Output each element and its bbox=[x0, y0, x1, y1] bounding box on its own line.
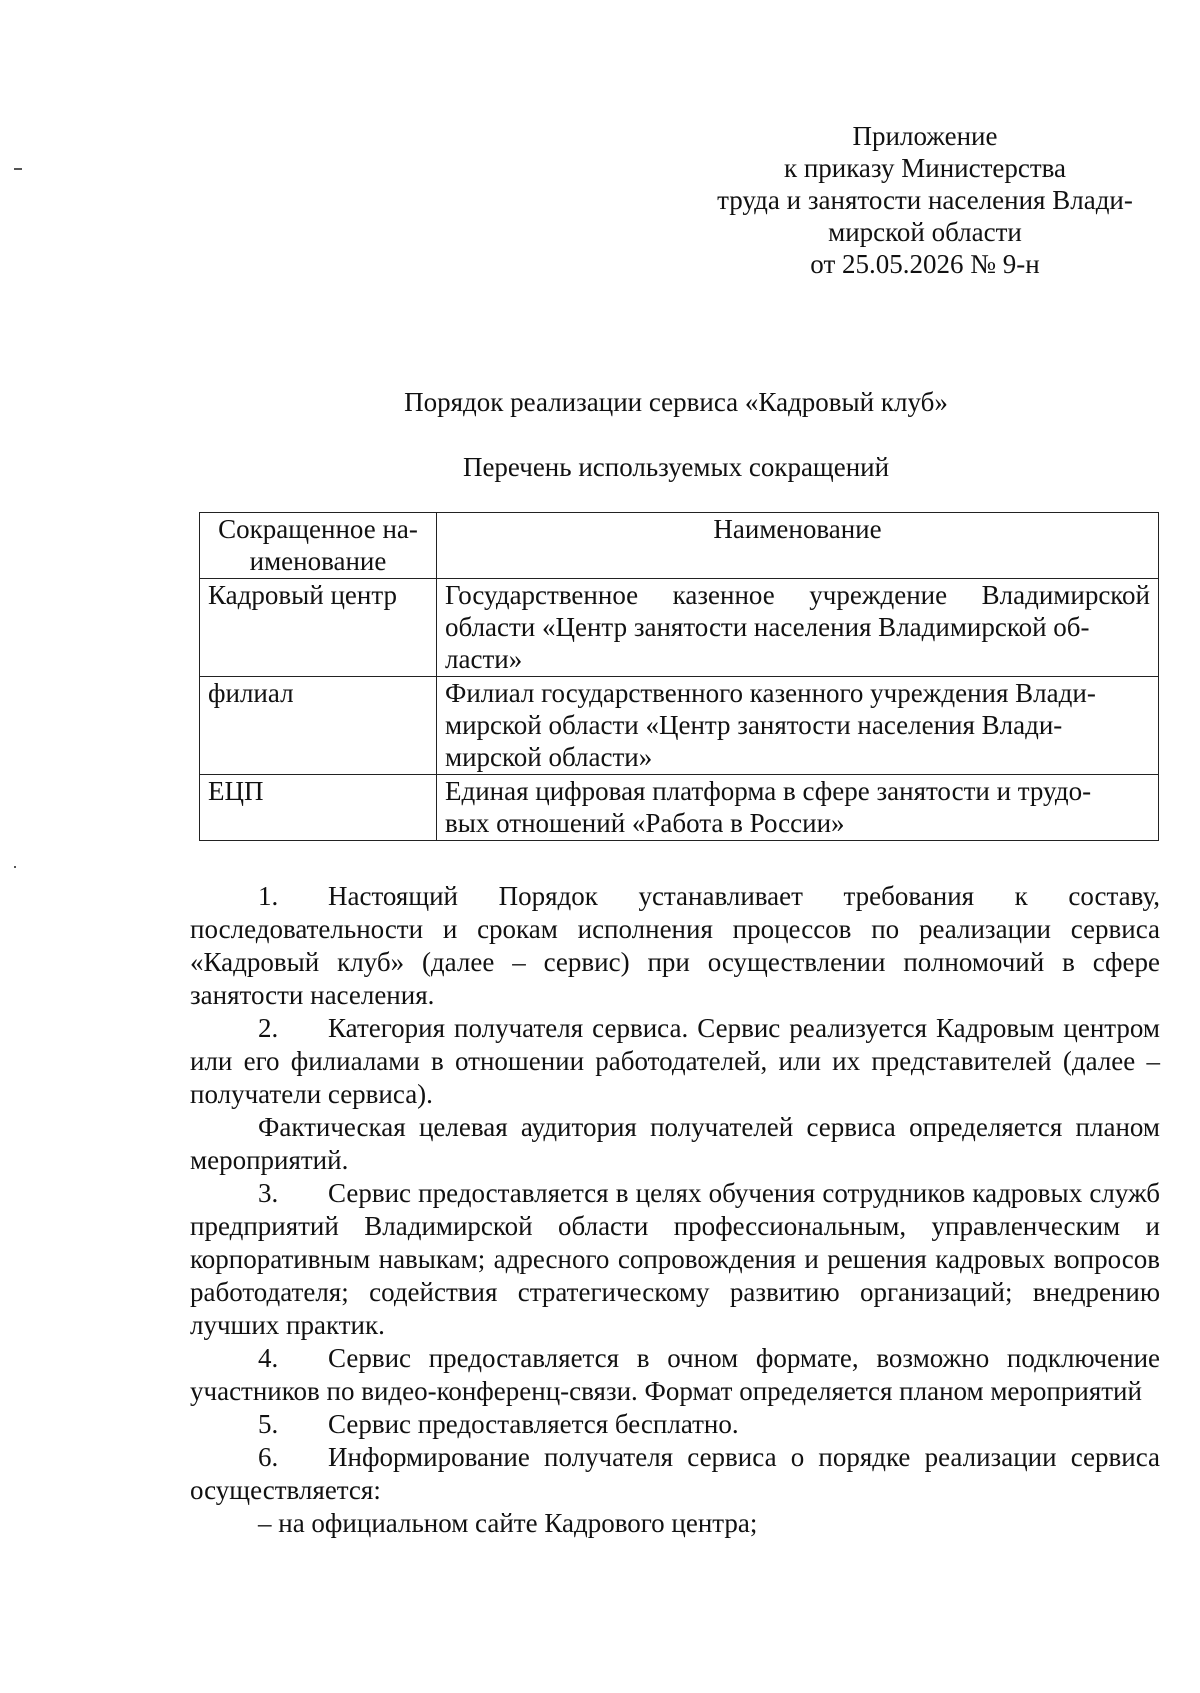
paragraph-2-continued bbox=[190, 1111, 1160, 1177]
paragraph-number: 1. bbox=[258, 881, 279, 911]
appendix-line: мирской области bbox=[828, 217, 1022, 247]
full-name-cell: Государственное казенное учреждение Владимирской области «Центр занятости населения Владимирской об- ласти» bbox=[437, 579, 1159, 677]
paragraph-text: – на официальном сайте Кадрового центра; bbox=[258, 1508, 758, 1538]
paragraph-4 bbox=[190, 1342, 1160, 1408]
table-title: Перечень используемых сокращений bbox=[462, 452, 890, 482]
table-row bbox=[200, 579, 1159, 677]
appendix-block bbox=[690, 120, 1160, 280]
header-abbreviation: Сокращенное на- именование bbox=[200, 513, 437, 579]
appendix-line: Приложение bbox=[852, 121, 998, 151]
paragraph-number: 3. bbox=[258, 1178, 279, 1208]
full-name-cell: Единая цифровая платформа в сфере занятости и трудо- вых отношений «Работа в России» bbox=[437, 775, 1159, 841]
paragraph-5 bbox=[190, 1408, 1160, 1441]
paragraph-number: 4. bbox=[258, 1343, 279, 1373]
scan-artifact-mark bbox=[14, 866, 16, 868]
header-full-name: Наименование bbox=[437, 513, 1159, 579]
list-item bbox=[190, 1507, 1160, 1540]
paragraph-text: Сервис предоставляется бесплатно. bbox=[328, 1409, 739, 1439]
scan-artifact-mark bbox=[14, 168, 22, 170]
paragraph-text: Фактическая целевая аудитория получателей сервиса определяется планом мероприятий. bbox=[190, 1112, 1160, 1175]
appendix-line: труда и занятости населения Влади- bbox=[717, 185, 1133, 215]
paragraph-text: Сервис предоставляется в целях обучения сотрудников кадровых служб предприятий Владимирской области профессиональным, управленческим и корпоративным навыкам; адресного сопровождения и решения кадровых вопросов работодателя; содействия стратегическому развитию организаций; внедрению лучших практик. bbox=[190, 1178, 1160, 1340]
paragraph-3 bbox=[190, 1177, 1160, 1342]
full-name-cell: Филиал государственного казенного учреждения Влади- мирской области «Центр занятости населения Влади- мирской области» bbox=[437, 677, 1159, 775]
paragraph-2 bbox=[190, 1012, 1160, 1111]
paragraph-text: Информирование получателя сервиса о порядке реализации сервиса осуществляется: bbox=[190, 1442, 1160, 1505]
paragraph-1 bbox=[190, 880, 1160, 1012]
paragraph-text: Категория получателя сервиса. Сервис реализуется Кадровым центром или его филиалами в отношении работодателей, или их представителей (далее – получатели сервиса). bbox=[190, 1013, 1160, 1109]
abbreviation-cell: филиал bbox=[200, 677, 437, 775]
appendix-line: к приказу Министерства bbox=[783, 153, 1067, 183]
paragraph-number: 2. bbox=[258, 1013, 279, 1043]
paragraph-6 bbox=[190, 1441, 1160, 1507]
paragraph-number: 6. bbox=[258, 1442, 279, 1472]
abbreviation-cell: ЕЦП bbox=[200, 775, 437, 841]
table-row bbox=[200, 677, 1159, 775]
abbreviations-table bbox=[199, 512, 1159, 841]
appendix-line: от 25.05.2026 № 9-н bbox=[810, 249, 1040, 279]
paragraph-number: 5. bbox=[258, 1409, 279, 1439]
paragraph-text: Настоящий Порядок устанавливает требования к составу, последовательности и срокам исполнения процессов по реализации сервиса «Кадровый клуб» (далее – сервис) при осуществлении полномочий в сфере занятости населения. bbox=[190, 881, 1160, 1010]
document-body bbox=[190, 880, 1160, 1540]
table-header-row bbox=[200, 513, 1159, 579]
document-title: Порядок реализации сервиса «Кадровый клуб» bbox=[404, 387, 948, 417]
table-row bbox=[200, 775, 1159, 841]
paragraph-text: Сервис предоставляется в очном формате, возможно подключение участников по видео-конференц-связи. Формат определяется планом мероприятий bbox=[190, 1343, 1160, 1406]
abbreviation-cell: Кадровый центр bbox=[200, 579, 437, 677]
